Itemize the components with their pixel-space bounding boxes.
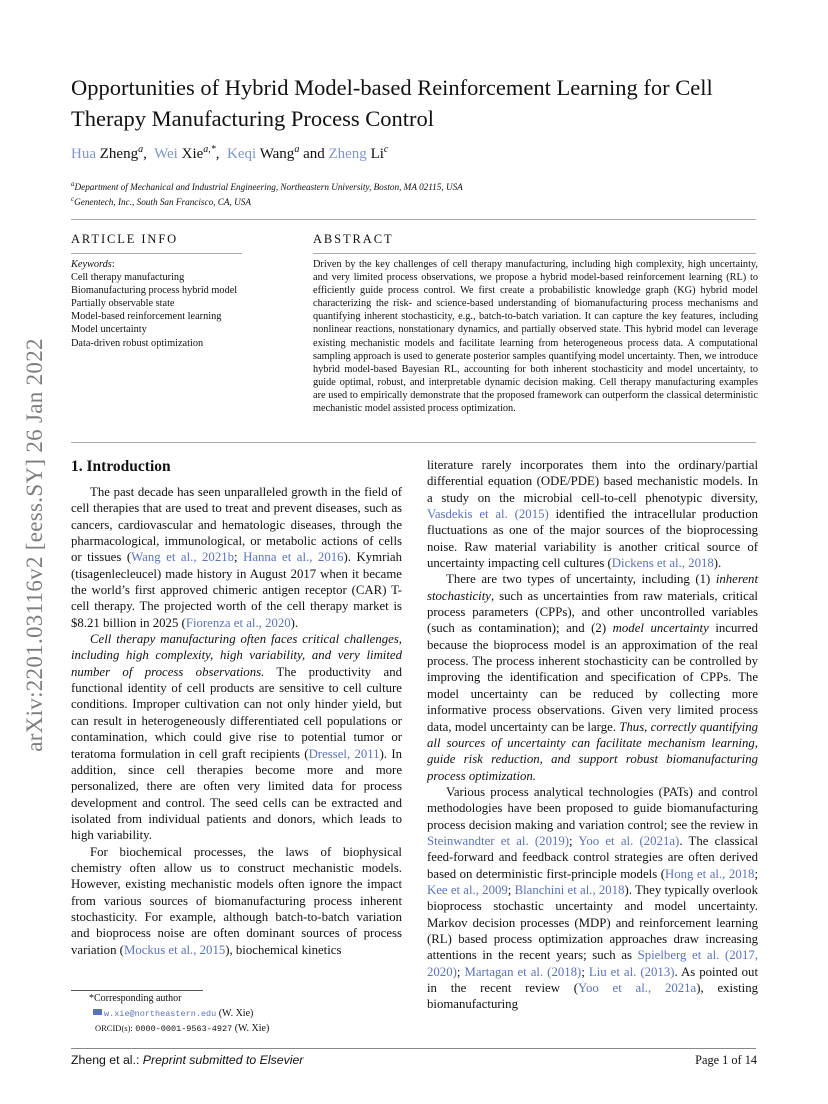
citation-link[interactable]: Vasdekis et al. (2015): [427, 507, 549, 522]
paragraph: Cell therapy manufacturing often faces critical challenges, including high complexity, high variability, and very limited number of process observations. The productivity and functional identity of cell products are sensitive to cell culture conditions. Improper cultivation can not only hinder yield, but can result in heterogeneously differentiated cell populations or contamination, which could give rise to potential tumor or teratoma formulation in cell graft recipients (Dressel, 2011). In addition, since cell therapies become more and more personalized, there are often very limited data for process development and control. The seed cells can be extracted and isolated from individual patients and donors, which leads to high variability.: [71, 632, 403, 843]
author-list: Hua Zheng$^a$, Wei Xie$^{a,*}$, Keqi Wang$^a$ and Zheng Li$^c$: [71, 144, 389, 162]
keywords-label: Keywords: [71, 259, 112, 270]
author-2[interactable]: Wei Xie$^{a,*}$: [154, 144, 216, 162]
footer-rule: [71, 1048, 756, 1049]
citation-link[interactable]: Wang et al., 2021b: [131, 550, 235, 565]
right-column: [427, 457, 758, 1013]
abstract-text: Driven by the key challenges of cell therapy manufacturing, including high complexity, high uncertainty, and very limited process observations, we propose a hybrid model-based reinforcement learning (RL) to efficiently guide process control. We first create a probabilistic knowledge graph (KG) hybrid model characterizing the risk- and science-based understanding of biomanufacturing process mechanisms and quantifying inherent stochasticity, e.g., batch-to-batch variation. It can capture the key features, including nonlinear reactions, nonstationary dynamics, and partially observed state. This hybrid model can leverage existing mechanistic models and facilitate learning from heterogeneous process data. A computational sampling approach is used to generate posterior samples quantifying model uncertainty. Then, we introduce hybrid model-based Bayesian RL, accounting for both inherent stochasticity and model uncertainty, to guide optimal, robust, and interpretable dynamic decision making. Cell therapy manufacturing examples are used to empirically demonstrate that the proposed framework can outperform the classical deterministic mechanistic model assisted process optimization.: [313, 259, 758, 415]
running-footer: Zheng et al.: Preprint submitted to Elsevier: [71, 1053, 304, 1067]
left-column: [71, 484, 402, 958]
keyword-item: Cell therapy manufacturing: [71, 272, 185, 284]
citation-link[interactable]: Fiorenza et al., 2020: [185, 615, 291, 630]
citation-link[interactable]: Blanchini et al., 2018: [514, 882, 625, 897]
abstract-divider: [71, 442, 756, 443]
footnote-rule: [71, 990, 203, 991]
keyword-item: Model uncertainty: [71, 324, 147, 336]
citation-link[interactable]: Mockus et al., 2015: [123, 942, 226, 957]
keyword-item: Data-driven robust optimization: [71, 337, 204, 349]
citation-link[interactable]: Yoo et al., 2021a: [578, 981, 697, 995]
affiliation-a: $^a$Department of Mechanical and Industrial Engineering, Northeastern University, Boston, MA 02115, USA: [71, 180, 463, 193]
author-1[interactable]: Hua Zheng$^a$: [71, 144, 144, 162]
citation-link[interactable]: Dressel, 2011: [308, 746, 380, 761]
header-divider: [71, 219, 756, 220]
paper-title: Opportunities of Hybrid Model-based Reinforcement Learning for Cell Therapy Manufacturing Process Control: [71, 75, 713, 131]
citation-link[interactable]: Hanna et al., 2016: [243, 550, 344, 565]
paragraph: There are two types of uncertainty, including (1) inherent stochasticity, such as uncertainties from raw materials, critical process parameters (CPPs), and other uncontrolled variables (such as contamination); and (2) model uncertainty incurred because the bioprocess model is an approximation of the real process. The process inherent stochasticity can be controlled by improving the identification and specification of CPPs. The model uncertainty can be reduced by collecting more informative process observations. Given very limited process data, model uncertainty can be large. Thus, correctly quantifying all sources of uncertainty can facilitate mechanism learning, guide risk reduction, and support robust biomanufacturing process optimization.: [427, 572, 758, 783]
keyword-item: Model-based reinforcement learning: [71, 311, 222, 323]
paragraph: literature rarely incorporates them into the ordinary/partial differential equation (ODE/PDE) based mechanistic models. In a study on the microbial cell-to-cell phenotypic diversity, Vasdekis et al. (2015) identified the intracellular production fluctuations as one of the major sources of the bioprocessing noise. Raw material variability is another critical source of uncertainty impacting cell cultures (Dickens et al., 2018).: [427, 458, 758, 571]
citation-link[interactable]: Martagan et al. (2018): [464, 964, 582, 979]
keyword-item: Partially observable state: [71, 298, 175, 310]
citation-link[interactable]: Spielberg et al. (2017, 2020): [427, 948, 759, 979]
abstract-label: ABSTRACT: [313, 232, 394, 246]
abstract-rule: [313, 253, 756, 254]
section-heading: 1. Introduction: [71, 458, 171, 475]
citation-link[interactable]: Yoo et al. (2021a): [578, 833, 680, 848]
keywords-block: Keywords: Cell therapy manufacturing Biomanufacturing process hybrid model Partially observable state Model-based reinforcement learning Model uncertainty Data-driven robust optimization: [71, 258, 246, 350]
arxiv-stamp: arXiv:2201.03116v2 [eess.SY] 26 Jan 2022: [22, 338, 47, 752]
paragraph: For biochemical processes, the laws of biophysical chemistry often allow us to construct mechanistic models. However, existing mechanistic models often ignore the impact from various sources of biomanufacturing process inherent stochasticity. For example, although batch-to-batch variation and bioprocess noise are often dominant sources of process variation (Mockus et al., 2015), biochemical kinetics: [71, 844, 402, 957]
citation-link[interactable]: Steinwandter et al. (2019): [427, 833, 570, 848]
author-3[interactable]: Keqi Wang$^a$: [227, 144, 300, 162]
orcid-id: 0000-0001-9563-4927: [135, 1024, 233, 1034]
citation-link[interactable]: Liu et al. (2013): [588, 964, 675, 979]
article-info-label: ARTICLE INFO: [71, 232, 179, 246]
author-4[interactable]: Zheng Li$^c$: [328, 144, 389, 162]
paragraph: The past decade has seen unparalleled growth in the field of cell therapies that are used to treat and prevent diseases, such as cancers, cardiovascular and hematologic diseases, through the pharmacological, immunological, or metabolic actions of cells or tissues (Wang et al., 2021b; Hanna et al., 2016). Kymriah (tisagenlecleucel) made history in August 2017 when it became the world’s first approved chimeric antigen receptor (CAR) T-cell therapy. The projected worth of the cell therapy market is $8.21 billion in 2025 (Fiorenza et al., 2020).: [71, 485, 402, 630]
page-number: Page 1 of 14: [695, 1053, 757, 1067]
email-link[interactable]: w.xie@northeastern.edu: [104, 1008, 217, 1019]
article-info-rule: [71, 253, 242, 254]
paragraph: Various process analytical technologies (PATs) and control methodologies have been proposed to guide biomanufacturing process decision making and variation control; see the review in Steinwandter et al. (2019); Yoo et al. (2021a). The classical feed-forward and feedback control strategies are often derived based on deterministic first-principle models (Hong et al., 2018; Kee et al., 2009; Blanchini et al., 2018). They typically overlook bioprocess stochastic uncertainty and model uncertainty. Markov decision processes (MDP) and reinforcement learning (RL) based process optimization approaches draw increasing attentions in the recent years; such as Spielberg et al. (2017, 2020); Martagan et al. (2018); Liu et al. (2013). As pointed out in the recent review (Yoo et al., 2021a), existing biomanufacturing: [427, 784, 759, 1012]
corresponding-note: *Corresponding author: [89, 993, 182, 1004]
citation-link[interactable]: Dickens et al., 2018: [611, 556, 714, 571]
citation-link[interactable]: Hong et al., 2018: [664, 866, 755, 881]
affiliation-c: $^c$Genentech, Inc., South San Francisco, CA, USA: [71, 195, 251, 208]
keyword-item: Biomanufacturing process hybrid model: [71, 285, 238, 297]
footnote: *Corresponding author w.xie@northeastern.edu (W. Xie) ORCID(s): 0000-0001-9563-4927 (W. Xie): [71, 992, 269, 1037]
envelope-icon: [93, 1009, 102, 1015]
citation-link[interactable]: Kee et al., 2009: [427, 882, 508, 897]
